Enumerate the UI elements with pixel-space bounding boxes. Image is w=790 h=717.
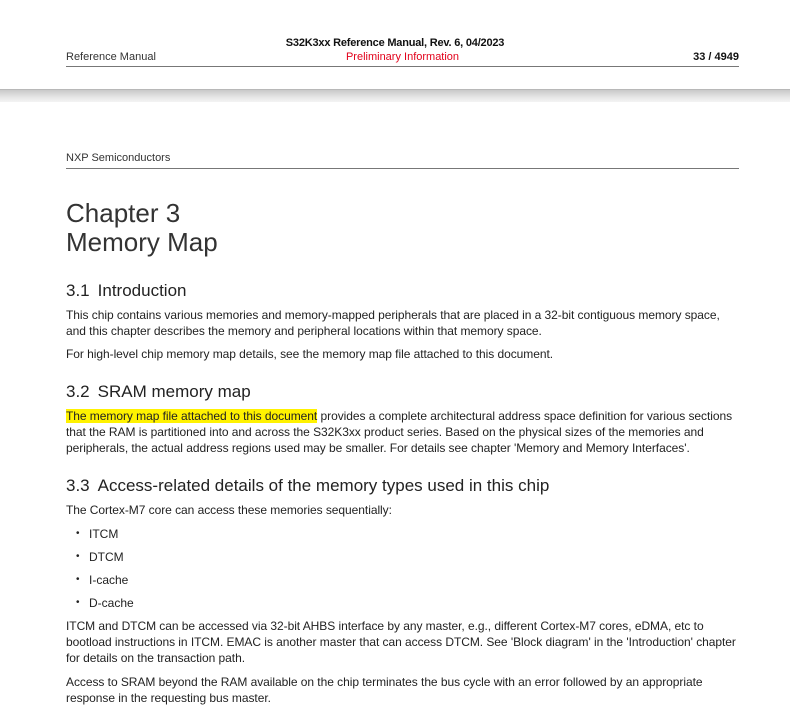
- bullet: •: [76, 574, 80, 585]
- paragraph: The Cortex-M7 core can access these memories sequentially:: [66, 503, 392, 517]
- paragraph: For high-level chip memory map details, see the memory map file attached to this document.: [66, 347, 554, 361]
- paragraph: Access to SRAM beyond the RAM available on the chip terminates the bus cycle with an error followed by an appropriate response in the requesting bus master.: [66, 675, 703, 705]
- list-item: [76, 572, 134, 595]
- bullet: •: [76, 597, 80, 608]
- document-title: S32K3xx Reference Manual, Rev. 6, 04/2023: [285, 37, 505, 49]
- section-number: 3.1: [66, 281, 90, 300]
- list-item-text: DTCM: [89, 550, 124, 564]
- paragraph: [66, 408, 742, 456]
- section-number: 3.2: [66, 382, 90, 401]
- page-indicator: 33 / 4949: [693, 51, 739, 63]
- section-heading-sram-memory-map: [66, 382, 251, 402]
- section-title: Introduction: [97, 281, 187, 300]
- memory-list: [76, 526, 134, 618]
- list-item-text: ITCM: [89, 527, 119, 541]
- chapter-label: Chapter 3: [66, 198, 181, 228]
- section-title: Access-related details of the memory types used in this chip: [97, 476, 550, 495]
- running-header: [66, 51, 739, 65]
- paragraph-text: provides a complete architectural address space definition for various sections that the RAM is partitioned into and across the S32K3xx product series. Based on the physical sizes of the memories and peripherals, the actual address regions used may be smaller. For details see chapter 'Memory and Memory Interfaces'.: [66, 409, 733, 455]
- paragraph: This chip contains various memories and memory-mapped peripherals that are placed in a 32-bit contiguous memory space, and this chapter describes the memory and peripheral locations within that memory space.: [66, 308, 720, 338]
- list-item-text: D-cache: [89, 596, 134, 610]
- company-divider: [66, 168, 739, 169]
- chapter-title: Memory Map: [66, 227, 218, 257]
- page-separator: [0, 89, 790, 102]
- list-item: [76, 526, 134, 549]
- paragraph: ITCM and DTCM can be accessed via 32-bit AHBS interface by any master, e.g., different Cortex-M7 cores, eDMA, etc to bootload instructions in ITCM. EMAC is another master that can access DTCM. See 'Block diagram' in the 'Introduction' chapter for details on the transaction path.: [66, 619, 736, 665]
- bullet: •: [76, 551, 80, 562]
- document-type: Reference Manual: [66, 51, 156, 63]
- list-item: [76, 595, 134, 618]
- header-divider: [66, 66, 739, 67]
- list-item: [76, 549, 134, 572]
- section-number: 3.3: [66, 476, 90, 495]
- section-heading-introduction: [66, 281, 186, 301]
- list-item-text: I-cache: [89, 573, 129, 587]
- section-title: SRAM memory map: [97, 382, 251, 401]
- bullet: •: [76, 528, 80, 539]
- chapter-heading: [66, 199, 218, 257]
- preliminary-status: Preliminary Information: [345, 51, 460, 63]
- company-name: NXP Semiconductors: [66, 152, 171, 164]
- section-heading-access-details: [66, 476, 549, 496]
- highlighted-text[interactable]: The memory map file attached to this document: [66, 409, 318, 423]
